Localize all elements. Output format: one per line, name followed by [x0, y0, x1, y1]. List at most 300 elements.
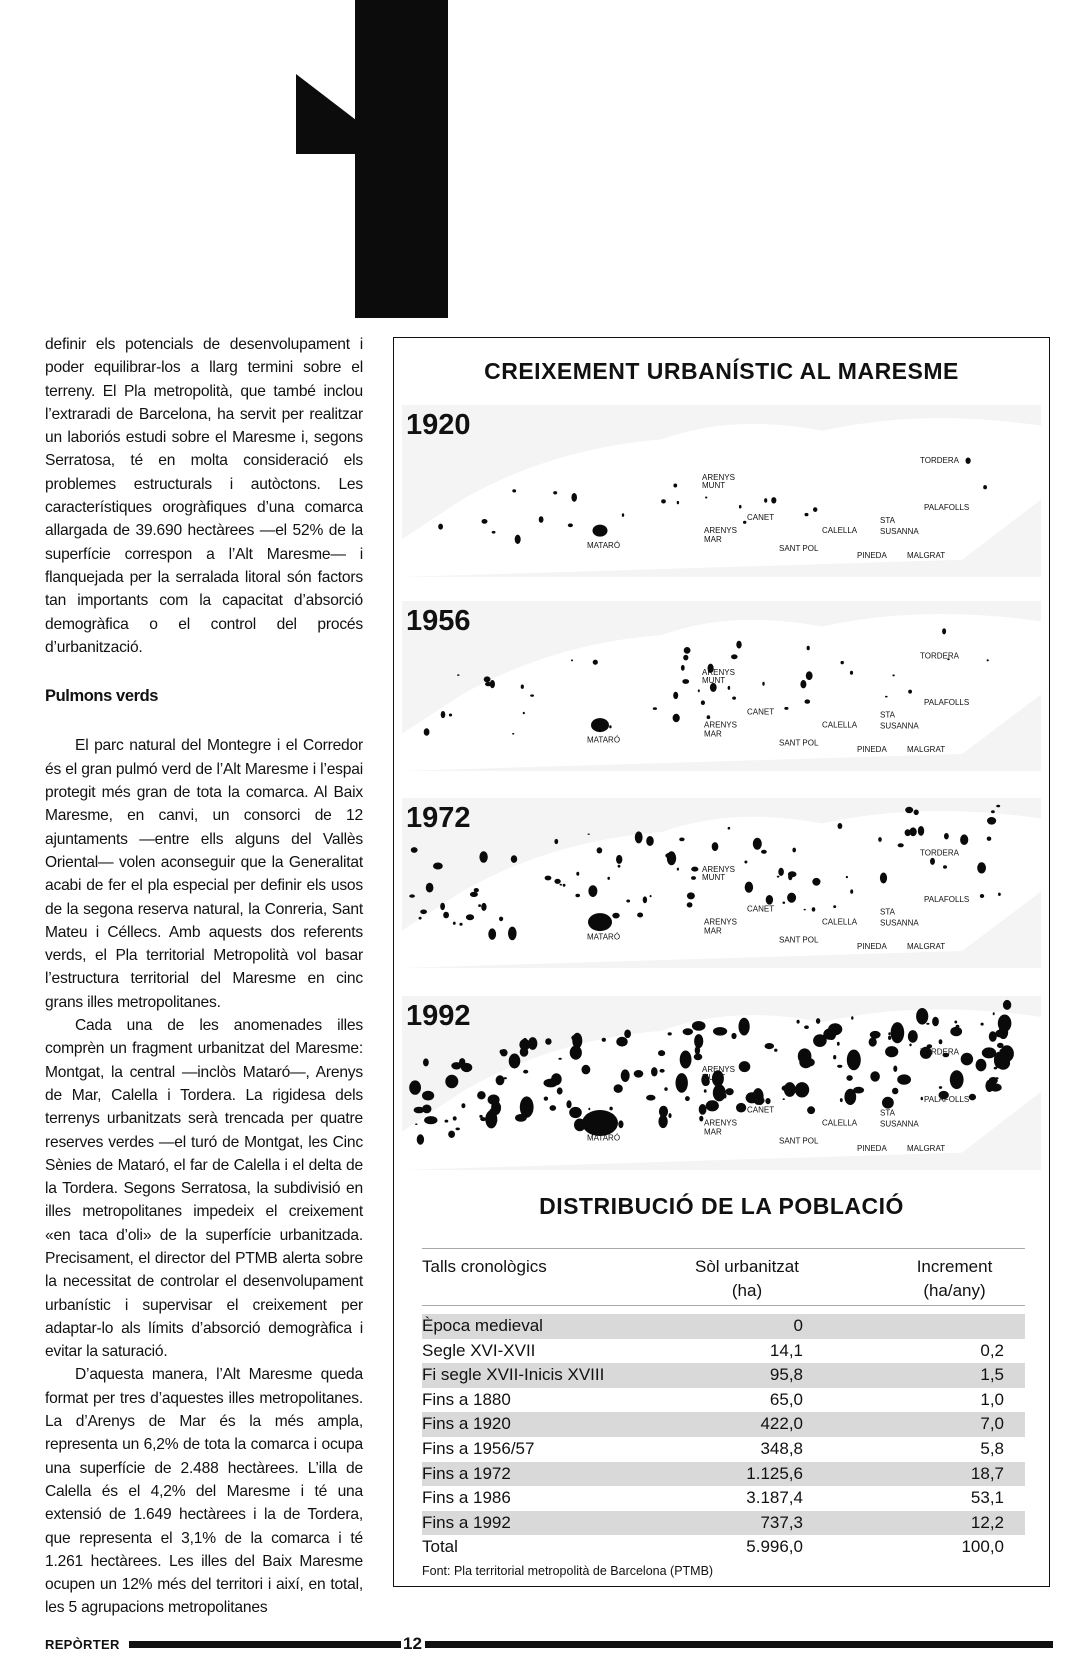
urban-area [916, 1008, 928, 1025]
urban-area [553, 491, 557, 494]
urban-area [673, 714, 680, 722]
urban-area [668, 1032, 672, 1035]
urban-area [739, 505, 742, 509]
urban-area [885, 696, 888, 698]
place-label: PALAFOLLS [924, 1095, 970, 1105]
urban-area [419, 917, 422, 920]
place-label: SANT POL [779, 738, 819, 748]
urban-area [898, 843, 904, 847]
urban-area [441, 711, 446, 718]
urban-area [490, 680, 495, 688]
place-label: TORDERA [920, 848, 959, 858]
urban-area [699, 1116, 703, 1122]
urban-area [691, 867, 698, 872]
urban-area [731, 1033, 736, 1039]
place-label: MUNT [702, 1073, 726, 1082]
place-label: MATARÓ [587, 1133, 621, 1143]
urban-area [588, 1108, 590, 1111]
article-paragraph: Cada una de les anomenades illes comprèn un fragment urbanitzat del Maresme: Montgat, la central —inclòs Mataró—, Arenys de Mar, Calella i Tordera. La rigidesa dels terrenys urbanitzats serà trencada per quatre reserves verdes —el turó de Montgat, les Cinc Sènies de Mataró, el far de Calella i el delta de la Tordera. Segons Serratosa, la subdivisió en illes metropolitanes impedeix el creixement «en taca d’oli» de la superfície urbanitzada. Precisament, el director del PTMB alerta sobre la necessitat de controlar el desenvolupament urbanístic i supervisar el creixement per adaptar-lo als límits d’absorció demogràfica i evitar la saturació. [45, 1017, 363, 1361]
cell-period: Fi segle XVII-Inicis XVIII [422, 1365, 605, 1385]
place-label: SANT POL [779, 935, 819, 945]
urban-area [976, 1059, 987, 1072]
urban-area [784, 707, 788, 710]
urban-area [685, 1096, 690, 1101]
urban-area [778, 868, 784, 876]
urban-area [788, 871, 797, 877]
urban-area [699, 1104, 707, 1115]
urban-area [909, 827, 916, 836]
urban-area [833, 1055, 836, 1059]
urban-area [1000, 1049, 1002, 1052]
urban-area [621, 1069, 630, 1082]
urban-area [736, 641, 741, 649]
place-label: STA [880, 710, 895, 720]
table-row [422, 1462, 1025, 1487]
urban-area [987, 817, 996, 825]
urban-area [500, 1050, 503, 1054]
urban-area [609, 725, 611, 728]
place-label: CALELLA [822, 917, 858, 927]
table-row [422, 1437, 1025, 1462]
cell-increment: 5,8 [980, 1438, 1004, 1458]
urban-area [545, 1038, 551, 1045]
urban-area [660, 1108, 665, 1114]
urban-area [457, 674, 459, 676]
cell-increment: 18,7 [970, 1463, 1004, 1483]
urban-area [544, 1097, 548, 1101]
urban-area [998, 893, 1001, 896]
urban-area [983, 485, 987, 489]
urban-area [443, 912, 449, 919]
place-label: MAR [704, 926, 722, 936]
urban-growth-map [402, 405, 1041, 577]
place-label: CALELLA [822, 526, 858, 535]
urban-area [660, 1069, 665, 1073]
urban-area [409, 1080, 421, 1094]
header-increment-line1: Increment [916, 1257, 993, 1276]
urban-area [996, 805, 1000, 808]
urban-area [479, 851, 487, 863]
urban-area [732, 697, 736, 700]
table-row [422, 1511, 1025, 1536]
urban-area [453, 1116, 457, 1120]
urban-area [998, 1015, 1012, 1033]
place-label: MAR [704, 729, 722, 739]
urban-area [993, 1012, 995, 1015]
urban-area [459, 923, 462, 926]
urban-area [563, 884, 566, 887]
cell-period: Fins a 1986 [422, 1488, 511, 1508]
urban-area [787, 893, 796, 903]
urban-area [575, 894, 580, 897]
urban-area [692, 1021, 706, 1031]
urban-area [492, 531, 496, 534]
urban-area [481, 903, 486, 911]
urban-area [474, 888, 479, 892]
page-number: 12 [403, 1634, 422, 1653]
place-label: SANT POL [779, 544, 819, 553]
urban-area [509, 1054, 521, 1069]
cell-period: Fins a 1956/57 [422, 1438, 535, 1458]
urban-area [694, 1034, 703, 1048]
urban-area [762, 682, 764, 686]
urban-area [448, 1131, 455, 1138]
urban-area [665, 853, 673, 858]
urban-area [880, 873, 887, 884]
urban-area [950, 1070, 964, 1089]
urban-area [687, 892, 695, 899]
urban-area [816, 1018, 820, 1024]
urban-area [982, 1047, 996, 1058]
urban-area [837, 1042, 840, 1046]
urban-area [673, 484, 677, 488]
table-row [422, 1339, 1025, 1364]
cell-area: 737,3 [760, 1512, 803, 1532]
urban-area [679, 838, 684, 842]
urban-area [499, 917, 503, 922]
urban-area [479, 1115, 482, 1118]
urban-area [981, 1023, 984, 1026]
cell-increment: 0,2 [980, 1340, 1004, 1360]
urban-area [554, 879, 560, 884]
urban-area [461, 1103, 465, 1108]
urban-area [677, 501, 679, 504]
urban-area [888, 1036, 891, 1040]
urban-area [582, 1110, 618, 1136]
urban-area [515, 1114, 527, 1122]
table-row [422, 1412, 1025, 1437]
urban-area [550, 1105, 557, 1111]
header-area [672, 1255, 822, 1303]
header-periods: Talls cronològics [422, 1257, 547, 1276]
article-paragraph: D’aquesta manera, l’Alt Maresme queda format per tres d’aquestes illes metropolitanes. La d’Arenys de Mar és la més ampla, representa un 6,2% de tota la comarca i ocupa una superfície de 2.488 hectàrees. L’illa de Calella és el 4,2% del Maresme i té una extensió de 1.649 hectàrees i la de Tordera, que representa el 3,1% de la comarca i té 1.261 hectàrees. Les illes del Baix Maresme ocupen un 12% més del territori i així, en total, les 5 agrupacions metropolitanes [45, 1366, 363, 1617]
urban-area [422, 1108, 426, 1112]
urban-area [496, 1075, 505, 1085]
urban-area [823, 1028, 836, 1039]
urban-area [466, 914, 474, 920]
urban-area [908, 1030, 918, 1043]
urban-area [765, 1043, 774, 1049]
urban-area [512, 733, 514, 735]
urban-area [677, 868, 679, 871]
place-label: PINEDA [857, 551, 887, 560]
urban-area [588, 885, 597, 897]
urban-area [795, 1082, 809, 1097]
place-label: MATARÓ [587, 932, 621, 942]
place-label: SANT POL [779, 1136, 819, 1146]
urban-area [618, 865, 621, 868]
urban-area [571, 493, 577, 502]
urban-area [888, 1032, 890, 1035]
decorative-black-block [355, 0, 448, 318]
urban-area [634, 1070, 644, 1078]
place-label: MATARÓ [587, 541, 621, 550]
urban-area [765, 1098, 770, 1104]
cell-increment: 1,5 [980, 1365, 1004, 1385]
urban-area [705, 497, 707, 499]
urban-area [745, 882, 753, 893]
place-label: PALAFOLLS [924, 697, 970, 707]
urban-area [582, 1065, 591, 1075]
urban-area [805, 699, 811, 703]
urban-area [470, 892, 478, 897]
urban-area [426, 883, 434, 893]
urban-area [409, 894, 415, 897]
urban-area [422, 1091, 434, 1101]
urban-area [777, 876, 780, 878]
header-area-line1: Sòl urbanitzat [695, 1257, 799, 1276]
urban-area [728, 827, 731, 830]
cell-period: Fins a 1972 [422, 1463, 511, 1483]
urban-area [545, 876, 552, 881]
urban-area [943, 865, 947, 868]
urban-area [566, 1100, 571, 1108]
urban-area [593, 660, 598, 665]
urban-area [813, 507, 817, 512]
urban-area [995, 1030, 1003, 1038]
place-label: PINEDA [857, 942, 887, 952]
urban-area [445, 1075, 458, 1088]
map-drawing [402, 798, 1041, 968]
urban-area [954, 1021, 957, 1024]
urban-area [478, 904, 481, 907]
urban-area [424, 728, 430, 736]
urban-area [571, 659, 573, 661]
urban-area [571, 1035, 579, 1041]
urban-area [744, 861, 747, 864]
urban-area [624, 1030, 631, 1039]
place-label: ARENYS [702, 473, 735, 482]
urban-area [869, 1037, 877, 1046]
place-label: ARENYS [704, 720, 737, 730]
table-row [422, 1535, 1025, 1560]
place-label: MATARÓ [587, 735, 621, 745]
place-label: SUSANNA [880, 918, 919, 928]
place-label: ARENYS [704, 526, 737, 535]
cell-area: 1.125,6 [746, 1463, 803, 1483]
urban-area [484, 676, 491, 682]
urban-area [569, 1107, 582, 1118]
urban-area [800, 680, 806, 688]
urban-area [731, 654, 738, 659]
urban-area [626, 900, 630, 903]
urban-area [521, 685, 524, 689]
map-year: 1920 [406, 409, 471, 441]
urban-area [950, 1027, 962, 1037]
table-row [422, 1363, 1025, 1388]
cell-increment: 7,0 [980, 1414, 1004, 1434]
place-label: CALELLA [822, 1118, 858, 1128]
urban-area [488, 928, 496, 939]
urban-area [614, 1084, 623, 1093]
place-label: MUNT [702, 481, 726, 490]
urban-area [997, 1043, 1004, 1048]
urban-area [797, 1020, 800, 1024]
urban-area [838, 823, 843, 829]
infographic-box [393, 337, 1050, 1587]
urban-area [508, 927, 517, 941]
urban-area [494, 1119, 497, 1123]
cell-increment: 53,1 [970, 1488, 1004, 1508]
urban-area [512, 489, 516, 492]
urban-area [433, 863, 443, 870]
urban-area [451, 1062, 461, 1069]
map-land [402, 614, 1041, 771]
urban-area [411, 847, 418, 853]
urban-area [511, 855, 517, 863]
urban-area [764, 498, 767, 502]
urban-area [939, 1086, 942, 1089]
urban-area [609, 1107, 612, 1111]
urban-area [807, 1106, 815, 1114]
urban-area [977, 862, 986, 873]
place-label: STA [880, 1108, 895, 1118]
cell-period: Fins a 1992 [422, 1512, 511, 1532]
cell-period: Total [422, 1537, 458, 1557]
cell-area: 14,1 [769, 1340, 803, 1360]
urban-area [449, 714, 452, 717]
urban-area [987, 837, 992, 841]
urban-area [544, 1079, 558, 1088]
urban-area [908, 690, 912, 694]
urban-area [837, 1065, 842, 1068]
urban-area [568, 523, 573, 527]
place-label: SUSANNA [880, 527, 919, 536]
place-label: TORDERA [920, 1047, 959, 1057]
cell-area: 95,8 [769, 1365, 803, 1385]
urban-area [846, 876, 848, 878]
urban-area [905, 807, 913, 813]
place-label: SUSANNA [880, 1119, 919, 1129]
cell-area: 65,0 [769, 1389, 803, 1409]
urban-area [681, 665, 685, 671]
urban-area [846, 1075, 852, 1081]
urban-area [658, 1115, 667, 1128]
urban-area [438, 524, 443, 530]
urban-area [616, 1037, 627, 1047]
urban-area [673, 692, 678, 699]
map-drawing [402, 601, 1041, 771]
urban-area [739, 1018, 750, 1036]
urban-area [618, 1120, 623, 1128]
place-label: ARENYS [704, 1118, 737, 1128]
urban-area [691, 876, 696, 880]
table-row [422, 1314, 1025, 1339]
urban-area [944, 833, 949, 839]
place-label: MUNT [702, 873, 726, 882]
urban-area [602, 1038, 606, 1042]
urban-area [893, 1066, 897, 1072]
table-header [422, 1248, 1025, 1306]
urban-area [635, 831, 643, 843]
place-label: PALAFOLLS [924, 894, 970, 904]
urban-area [897, 1074, 911, 1084]
urban-area [523, 1070, 528, 1074]
urban-area [637, 913, 643, 918]
urban-area [989, 1077, 998, 1084]
urban-area [743, 521, 746, 524]
urban-area [918, 826, 924, 836]
urban-area [415, 1123, 417, 1125]
place-label: CALELLA [822, 720, 858, 730]
urban-area [482, 519, 488, 524]
population-table [422, 1248, 1025, 1578]
cell-increment: 12,2 [970, 1512, 1004, 1532]
urban-area [891, 1022, 905, 1043]
place-label: MALGRAT [907, 942, 946, 952]
urban-area [707, 715, 711, 719]
urban-area [712, 842, 719, 851]
urban-area [870, 1031, 881, 1039]
cell-area: 3.187,4 [746, 1488, 803, 1508]
urban-area [687, 902, 693, 907]
place-label: TORDERA [920, 651, 959, 661]
place-label: PALAFOLLS [924, 503, 970, 512]
urban-area [661, 499, 666, 503]
article-paragraph: definir els potencials de desenvolupament i poder equilibrar-los a llarg termini sobre el terreny. El Pla metropolità, que també inclou l’extraradi de Barcelona, ha servit per realitzar un laboriós estudi sobre el Maresme i, segons Serratosa, té en molta consideració els problemes estructurals i autòctons. Les característiques orogràfiques d’una comarca allargada de 39.690 hectàrees —el 52% de la superfície correspon a l’Alt Maresme— i flanquejada per la serralada litoral són factors tan importants com la capacitat d’absorció demogràfica o el control del procés d’urbanització. [45, 336, 363, 656]
cell-area: 348,8 [760, 1438, 803, 1458]
urban-area [477, 1091, 486, 1099]
urban-growth-map [402, 601, 1041, 771]
urban-area [560, 884, 563, 886]
urban-area [739, 1061, 751, 1072]
urban-area [942, 628, 946, 634]
urban-area [960, 834, 968, 845]
cell-increment: 100,0 [961, 1537, 1004, 1557]
place-label: ARENYS [704, 917, 737, 927]
urban-area [420, 910, 427, 915]
page-footer [45, 1634, 1053, 1655]
urban-area [761, 850, 767, 854]
urban-area [683, 1028, 693, 1035]
urban-area [680, 1051, 692, 1069]
footer-rule-left [129, 1641, 401, 1648]
urban-area [771, 497, 776, 503]
urban-growth-map [402, 798, 1041, 968]
urban-area [882, 1097, 894, 1109]
urban-area [1003, 1000, 1011, 1010]
urban-area [591, 718, 609, 732]
article-paragraph: El parc natural del Montegre i el Corredor és el gran pulmó verd de l’Alt Maresme i l’espai protegit més gran de tota la comarca. Al Baix Maresme, en canvi, un consorci de 12 ajuntaments —entre ells alguns del Vallès Oriental— volen aconseguir que la Generalitat acabi de fer el pla especial per definir els usos de la segona reserva natural, la Conreria, Sant Mateu i Céllecs. Amb aquests dos referents verds, el Pla territorial Metropolità vol basar l’estructura territorial del Maresme en cinc grans illes metropolitanes. [45, 737, 363, 1011]
table-title: DISTRIBUCIÓ DE LA POBLACIÓ [539, 1193, 904, 1219]
header-increment-line2: (ha/any) [923, 1281, 986, 1300]
cell-area: 5.996,0 [746, 1537, 803, 1557]
map-land [402, 418, 1041, 577]
urban-area [805, 1058, 815, 1066]
cell-period: Segle XVI-XVII [422, 1340, 536, 1360]
urban-area [453, 922, 456, 925]
urban-area [885, 1046, 898, 1057]
urban-area [996, 1056, 1010, 1069]
cell-period: Fins a 1880 [422, 1389, 511, 1409]
place-label: MAR [704, 1127, 722, 1137]
map-year: 1956 [406, 605, 471, 637]
urban-area [930, 858, 935, 865]
urban-area [804, 909, 806, 911]
urban-area [597, 847, 603, 853]
urban-area [519, 1039, 530, 1050]
urban-area [909, 1044, 911, 1047]
urban-area [806, 671, 813, 680]
urban-area [682, 679, 689, 684]
urban-area [969, 1094, 976, 1101]
urban-area [784, 1082, 796, 1097]
map-drawing [402, 405, 1041, 577]
urban-area [736, 1103, 746, 1113]
urban-area [833, 905, 836, 908]
urban-area [650, 895, 652, 897]
place-label: ARENYS [702, 865, 735, 875]
